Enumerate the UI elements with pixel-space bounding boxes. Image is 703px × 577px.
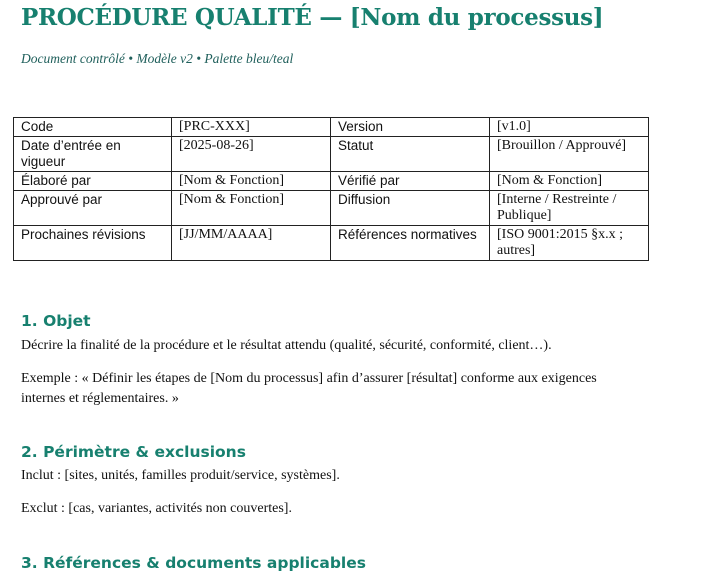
- paragraph: Exemple : « Définir les étapes de [Nom du processus] afin d’assurer [résultat] conforme aux exigences internes et réglementaires. »: [21, 371, 597, 406]
- section-heading-references: 3. Références & documents applicables: [21, 554, 366, 572]
- table-label-cell: Version: [331, 118, 490, 137]
- document-title: PROCÉDURE QUALITÉ — [Nom du processus]: [21, 4, 604, 31]
- paragraph: Décrire la finalité de la procédure et le résultat attendu (qualité, sécurité, conformité, client…).: [21, 338, 552, 353]
- table-value-cell: [Nom & Fonction]: [172, 172, 331, 191]
- table-label-cell: Prochaines révisions: [14, 226, 172, 261]
- table-value-cell: [2025-08-26]: [172, 137, 331, 172]
- metadata-table: [13, 117, 649, 261]
- table-label-cell: Statut: [331, 137, 490, 172]
- table-value-cell: [v1.0]: [490, 118, 649, 137]
- section-heading-perimetre: 2. Périmètre & exclusions: [21, 443, 246, 461]
- paragraph: Exclut : [cas, variantes, activités non couvertes].: [21, 501, 292, 516]
- table-row: [14, 172, 649, 191]
- table-value-cell: [PRC-XXX]: [172, 118, 331, 137]
- table-value-cell: [ISO 9001:2015 §x.x ; autres]: [490, 226, 649, 261]
- table-value-cell: [Interne / Restreinte / Publique]: [490, 191, 649, 226]
- table-label-cell: Élaboré par: [14, 172, 172, 191]
- table-value-cell: [Nom & Fonction]: [490, 172, 649, 191]
- table-row: [14, 118, 649, 137]
- paragraph: Inclut : [sites, unités, familles produit/service, systèmes].: [21, 468, 340, 483]
- table-row: [14, 226, 649, 261]
- table-label-cell: Approuvé par: [14, 191, 172, 226]
- table-label-cell: Date d’entrée en vigueur: [14, 137, 172, 172]
- table-label-cell: Références normatives: [331, 226, 490, 261]
- table-label-cell: Diffusion: [331, 191, 490, 226]
- section-heading-objet: 1. Objet: [21, 312, 91, 330]
- table-value-cell: [Nom & Fonction]: [172, 191, 331, 226]
- table-value-cell: [JJ/MM/AAAA]: [172, 226, 331, 261]
- table-row: [14, 191, 649, 226]
- table-row: [14, 137, 649, 172]
- table-label-cell: Vérifié par: [331, 172, 490, 191]
- table-label-cell: Code: [14, 118, 172, 137]
- table-value-cell: [Brouillon / Approuvé]: [490, 137, 649, 172]
- document-subtitle: Document contrôlé • Modèle v2 • Palette bleu/teal: [21, 51, 294, 66]
